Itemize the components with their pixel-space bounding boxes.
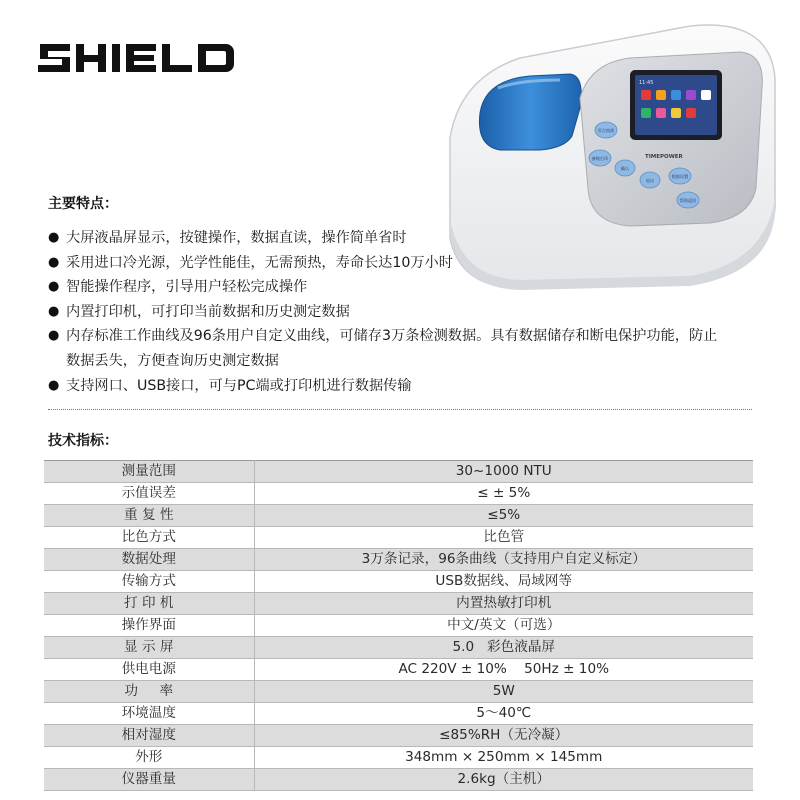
spec-label: 操作界面 [44,615,254,637]
key-confirm-label: 确认 [620,166,630,171]
brand-logo [36,38,241,78]
table-row [44,615,753,637]
key-print-label: 参数打印 [591,156,609,161]
spec-label: 相对湿度 [44,725,254,747]
table-row [44,703,753,725]
spec-label: 打 印 机 [44,593,254,615]
features-list [48,226,768,398]
table-row [44,571,753,593]
spec-value: 348mm × 250mm × 145mm [254,747,753,769]
shield-logo-icon [36,38,241,78]
bullet-icon: ● [48,303,60,319]
table-row [44,527,753,549]
key-help-label: 帮助返回 [679,198,697,203]
feature-item: ● 采用进口冷光源，光学性能佳，无需预热，寿命长达10万小时 [48,251,768,276]
bullet-icon: ● [48,279,60,295]
table-row [44,659,753,681]
spec-value: 3万条记录，96条曲线（支持用户自定义标定） [254,549,753,571]
spec-value: 比色管 [254,527,753,549]
feature-item: ● 支持网口、USB接口，可与PC端或打印机进行数据传输 [48,374,768,399]
bullet-icon: ● [48,328,60,344]
spec-label: 供电电源 [44,659,254,681]
key-settings-label: 数据设置 [671,174,689,179]
table-row [44,505,753,527]
table-row [44,461,753,483]
feature-item: ● 智能操作程序，引导用户轻松完成操作 [48,275,768,300]
spec-value: ≤5% [254,505,753,527]
table-row [44,681,753,703]
table-row [44,769,753,791]
spec-value: 中文/英文（可选） [254,615,753,637]
spec-label: 示值误差 [44,483,254,505]
spec-value: 30~1000 NTU [254,461,753,483]
section-divider [48,409,752,410]
spec-value: 5～40℃ [254,703,753,725]
spec-label: 重 复 性 [44,505,254,527]
feature-item: ● 大屏液晶屏显示，按键操作，数据直读，操作简单省时 [48,226,768,251]
spec-value: 5W [254,681,753,703]
spec-label: 测量范围 [44,461,254,483]
table-row [44,747,753,769]
key-exit-label: 退出 [645,178,655,183]
spec-value: ≤ ± 5% [254,483,753,505]
spec-table [44,460,753,791]
features-heading: 主要特点： [48,196,118,212]
spec-value: 5.0 彩色液晶屏 [254,637,753,659]
spec-label: 仪器重量 [44,769,254,791]
feature-item: ● 内存标准工作曲线及96条用户自定义曲线，可储存3万条检测数据。具有数据储存和断电保护功能，防止数据丢失，方便查询历史测定数据 [48,324,768,373]
table-row [44,593,753,615]
bullet-icon: ● [48,377,60,393]
spec-label: 显 示 屏 [44,637,254,659]
spec-label: 传输方式 [44,571,254,593]
spec-label: 环境温度 [44,703,254,725]
bullet-icon: ● [48,254,60,270]
table-row [44,637,753,659]
screen-time: 11:45 [639,80,654,86]
spec-label: 比色方式 [44,527,254,549]
key-zero-label: 零点校准 [597,128,615,133]
spec-value: 2.6kg（主机） [254,769,753,791]
table-row [44,725,753,747]
spec-value: 内置热敏打印机 [254,593,753,615]
table-row [44,483,753,505]
panel-brand: TIMEPOWER [645,154,683,160]
feature-item: ● 内置打印机，可打印当前数据和历史测定数据 [48,300,768,325]
specs-heading: 技术指标： [48,433,118,449]
spec-value: AC 220V ± 10% 50Hz ± 10% [254,659,753,681]
spec-value: USB数据线、局域网等 [254,571,753,593]
spec-value: ≤85%RH（无冷凝） [254,725,753,747]
table-row [44,549,753,571]
spec-label: 外形 [44,747,254,769]
spec-label: 数据处理 [44,549,254,571]
spec-label: 功 率 [44,681,254,703]
bullet-icon: ● [48,230,60,245]
